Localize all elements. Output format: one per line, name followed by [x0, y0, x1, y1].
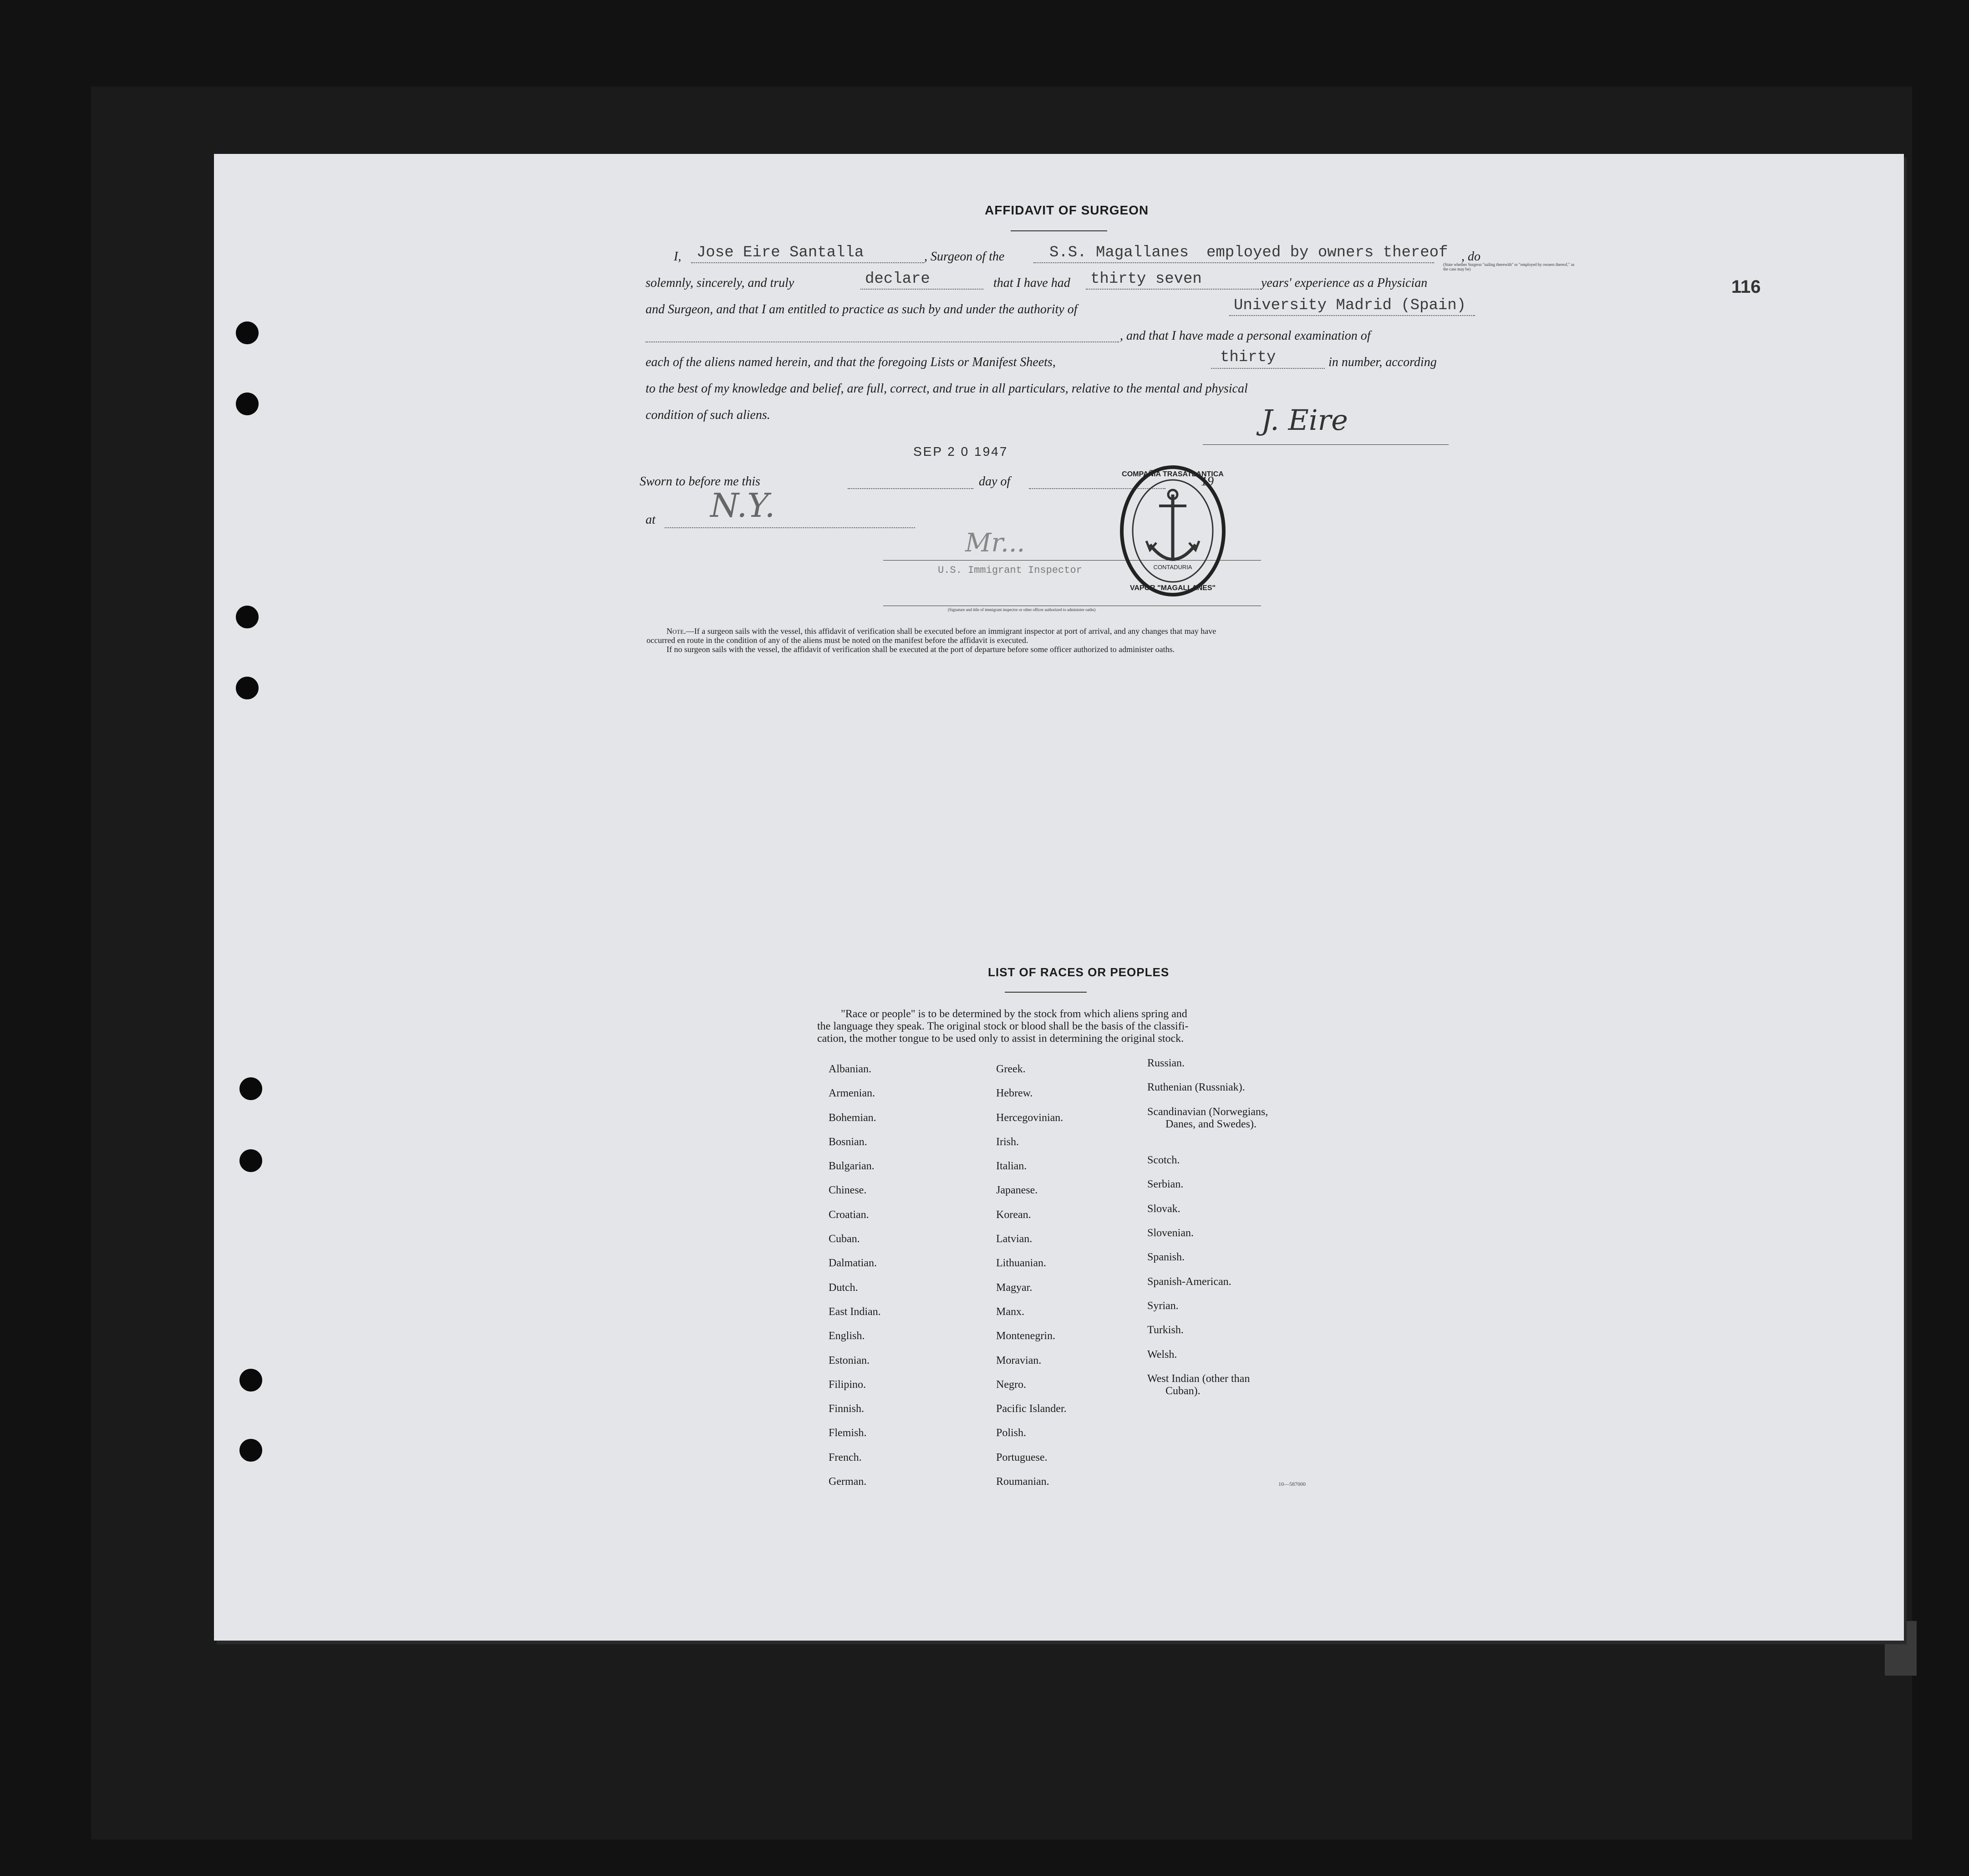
- affidavit-text: , and that I have made a personal examination of: [1120, 329, 1371, 343]
- vessel-name: S.S. Magallanes: [1049, 244, 1189, 261]
- race-item: Negro.: [996, 1378, 1026, 1391]
- race-item: Syrian.: [1147, 1300, 1179, 1312]
- affidavit-text: I,: [674, 250, 682, 264]
- affidavit-text: and Surgeon, and that I am entitled to practice as such by and under the authority of: [646, 302, 1078, 316]
- race-item: Serbian.: [1147, 1178, 1184, 1190]
- race-item: Manx.: [996, 1305, 1024, 1318]
- punch-hole-icon: [239, 1439, 262, 1462]
- punch-hole-icon: [239, 1077, 262, 1100]
- officer-caption: (Signature and title of immigrant inspector or other officer authorized to administer oaths): [948, 607, 1096, 612]
- race-item: Estonian.: [829, 1354, 870, 1366]
- seal-middle-text: CONTADURIA: [1153, 564, 1192, 571]
- race-item: Bosnian.: [829, 1136, 867, 1148]
- race-item: Bulgarian.: [829, 1160, 875, 1172]
- race-item: Korean.: [996, 1208, 1031, 1221]
- race-item: Lithuanian.: [996, 1257, 1046, 1269]
- years-experience: thirty seven: [1090, 270, 1202, 288]
- race-item: English.: [829, 1330, 865, 1342]
- page-number: 116: [1731, 277, 1761, 297]
- affidavit-text: that I have had: [993, 276, 1070, 290]
- race-item: Dutch.: [829, 1281, 858, 1294]
- race-item: West Indian (other than: [1147, 1373, 1250, 1385]
- race-item: Portuguese.: [996, 1451, 1048, 1463]
- place-handwritten: N.Y.: [710, 486, 775, 525]
- surgeon-signature: J. Eire: [1261, 403, 1348, 437]
- sworn-day-field: [848, 480, 973, 489]
- sheets-count: thirty: [1220, 349, 1276, 366]
- race-item: Moravian.: [996, 1354, 1042, 1366]
- race-item: Bohemian.: [829, 1111, 876, 1124]
- race-item: Montenegrin.: [996, 1330, 1055, 1342]
- race-item: Irish.: [996, 1136, 1019, 1148]
- race-item: Italian.: [996, 1160, 1027, 1172]
- affidavit-text: , Surgeon of the: [924, 250, 1005, 264]
- form-code: 10—587000: [1278, 1481, 1306, 1487]
- race-item: Spanish-American.: [1147, 1276, 1231, 1288]
- races-title-rule: [1005, 992, 1087, 993]
- race-item: Magyar.: [996, 1281, 1033, 1294]
- race-item: Flemish.: [829, 1427, 867, 1439]
- races-title: LIST OF RACES OR PEOPLES: [988, 965, 1170, 979]
- authority-continued-field: [646, 328, 1119, 342]
- affidavit-text: to the best of my knowledge and belief, are full, correct, and true in all particulars, relative to the mental and physical: [646, 382, 1248, 396]
- race-item: Latvian.: [996, 1233, 1033, 1245]
- note-label: Note.: [667, 627, 686, 636]
- intro-line: the language they speak. The original stock or blood shall be the basis of the classifi-: [817, 1020, 1189, 1032]
- note-line-2: occurred en route in the condition of any of the aliens must be noted on the manifest before the affidavit is executed.: [646, 636, 1028, 645]
- race-item: Roumanian.: [996, 1476, 1049, 1488]
- affidavit-text: 19: [1201, 474, 1214, 489]
- affidavit-text: in number, according: [1328, 355, 1437, 369]
- race-item: French.: [829, 1451, 862, 1463]
- race-item: Slovak.: [1147, 1203, 1180, 1215]
- intro-line: cation, the mother tongue to be used only to assist in determining the original stock.: [817, 1033, 1184, 1045]
- race-item: Pacific Islander.: [996, 1403, 1067, 1415]
- race-item: Spanish.: [1147, 1251, 1185, 1263]
- note-line-1: [667, 627, 1216, 636]
- punch-hole-icon: [236, 606, 259, 628]
- race-item: Filipino.: [829, 1378, 866, 1391]
- race-item: Hebrew.: [996, 1087, 1033, 1100]
- race-item: Albanian.: [829, 1063, 871, 1075]
- seal-top-text: COMPAÑIA TRASATLANTICA: [1122, 470, 1224, 478]
- race-item: Hercegovinian.: [996, 1111, 1063, 1124]
- race-item: East Indian.: [829, 1305, 881, 1318]
- race-item: Danes, and Swedes).: [1165, 1118, 1257, 1130]
- race-item: Armenian.: [829, 1087, 875, 1100]
- intro-line: "Race or people" is to be determined by the stock from which aliens spring and: [841, 1008, 1187, 1020]
- punch-hole-icon: [239, 1369, 262, 1392]
- authority: University Madrid (Spain): [1234, 297, 1466, 314]
- title-rule: [1011, 230, 1107, 231]
- inspector-title: U.S. Immigrant Inspector: [938, 565, 1082, 576]
- race-item: Scandinavian (Norwegians,: [1147, 1106, 1268, 1118]
- punch-hole-icon: [236, 677, 259, 699]
- affidavit-text: condition of such aliens.: [646, 408, 770, 422]
- company-seal-icon: [1118, 463, 1227, 599]
- punch-hole-icon: [236, 321, 259, 344]
- race-item: Finnish.: [829, 1403, 865, 1415]
- affidavit-text: at: [646, 513, 656, 527]
- declare-word: declare: [865, 270, 930, 288]
- race-item: Cuban).: [1165, 1385, 1201, 1397]
- employment-status: employed by owners thereof: [1206, 244, 1448, 261]
- race-item: Russian.: [1147, 1057, 1185, 1069]
- affidavit-text: Sworn to before me this: [640, 474, 760, 489]
- race-item: Scotch.: [1147, 1154, 1180, 1166]
- signature-line: [1203, 444, 1449, 445]
- punch-hole-icon: [236, 393, 259, 415]
- seal-bottom-text: VAPOR "MAGALLANES": [1130, 584, 1216, 592]
- date-stamp: SEP 2 0 1947: [913, 444, 1008, 459]
- race-item: Chinese.: [829, 1184, 867, 1197]
- race-item: Greek.: [996, 1063, 1026, 1075]
- race-item: Polish.: [996, 1427, 1027, 1439]
- race-item: Dalmatian.: [829, 1257, 877, 1269]
- affidavit-text: , do: [1461, 250, 1481, 264]
- affidavit-text: day of: [979, 474, 1011, 489]
- employment-hint: (State whether Surgeon "sailing therewith" or "employed by owners thereof," as the case may be): [1443, 262, 1575, 271]
- race-item: Cuban.: [829, 1233, 860, 1245]
- races-column-1: [829, 1057, 881, 1494]
- race-item: Croatian.: [829, 1208, 869, 1221]
- race-item: Slovenian.: [1147, 1227, 1194, 1239]
- document-page: [214, 154, 1904, 1641]
- place-field: [665, 519, 915, 528]
- inspector-signature: Mr...: [965, 528, 1025, 558]
- note-text-1: —If a surgeon sails with the vessel, this affidavit of verification shall be executed before an immigrant inspector at port of arrival, and any changes that may have: [686, 627, 1216, 636]
- note-line-3: If no surgeon sails with the vessel, the affidavit of verification shall be executed at the port of departure before some officer authorized to administer oaths.: [667, 645, 1175, 654]
- affidavit-title: AFFIDAVIT OF SURGEON: [985, 203, 1149, 217]
- races-intro: [817, 1008, 1188, 1045]
- affidavit-text: solemnly, sincerely, and truly: [646, 276, 794, 290]
- race-item: Japanese.: [996, 1184, 1038, 1197]
- affidavit-text: years' experience as a Physician: [1261, 276, 1428, 290]
- affidavit-text: each of the aliens named herein, and that the foregoing Lists or Manifest Sheets,: [646, 355, 1056, 369]
- races-column-2: [996, 1057, 1067, 1494]
- race-item: Ruthenian (Russniak).: [1147, 1081, 1245, 1093]
- race-item: Welsh.: [1147, 1349, 1177, 1361]
- surgeon-name: Jose Eire Santalla: [697, 244, 864, 261]
- race-item: German.: [829, 1476, 867, 1488]
- race-item: Turkish.: [1147, 1324, 1184, 1336]
- punch-hole-icon: [239, 1149, 262, 1172]
